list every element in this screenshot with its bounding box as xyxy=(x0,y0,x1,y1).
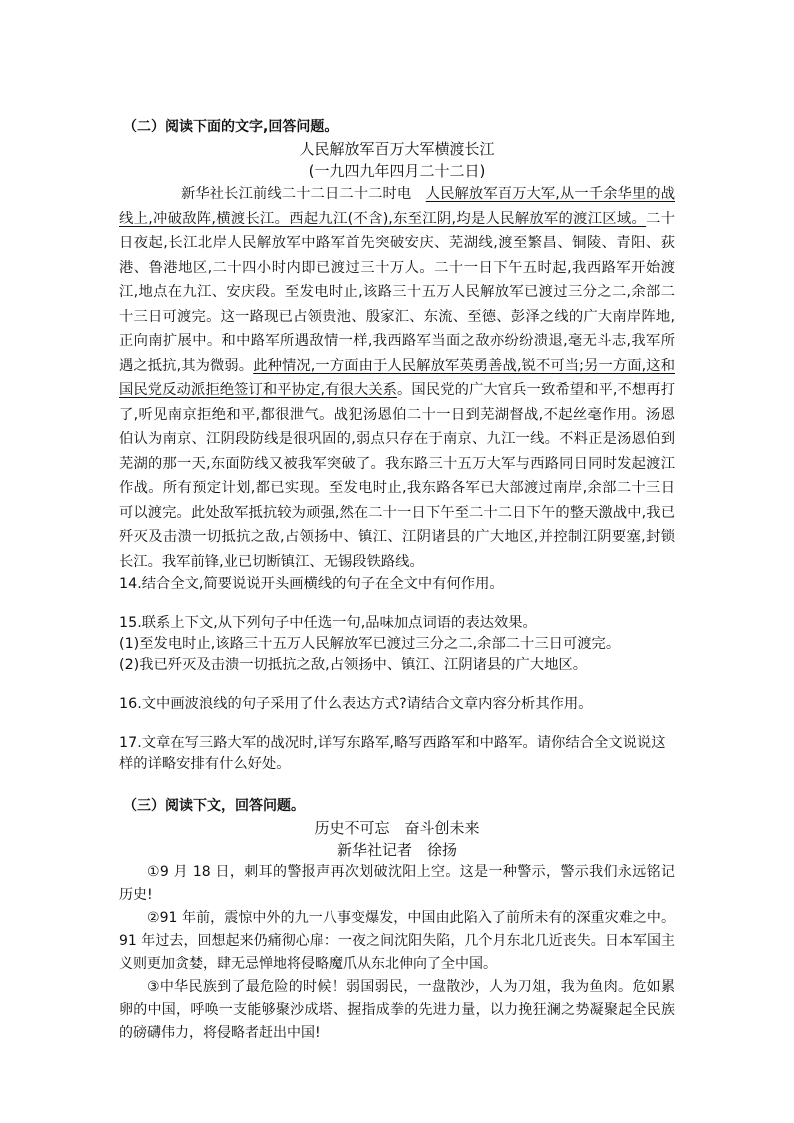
underlined-sentence-1: 人民解放军百万大军,从一千余华里的战线上,冲破敌阵,横渡长江。西起九江(不含),东至江阴,均是人民解放军的渡江区域。 xyxy=(119,186,676,227)
article2-paragraph-3: ③中华民族到了最危险的时候！弱国弱民，一盘散沙，人为刀俎，我为鱼肉。危如累卵的中国，呼唤一支能够聚沙成塔、握指成拳的先进力量，以力挽狂澜之势凝聚起全民族的磅礴伟力，将侵略者赶出中国! xyxy=(119,979,675,1041)
article1-middle: 二十日夜起,长江北岸人民解放军中路军首先突破安庆、芜湖线,渡至繁昌、铜陵、青阳、荻港、鲁港地区,二十四小时内即已渡过三十万人。二十一日下午五时起,我西路军开始渡江,地点在九江、安庆段。至发电时止,该路三十五万人民解放军已渡过三分之二,余部二十三日可渡完。这一路现已占领贵池、殷家汇、东流、至德、彭泽之线的广大南岸阵地,正向南扩展中。和中路军所遇敌情一样,我西路军当面之敌亦纷纷溃退,毫无斗志,我军所遇之抵抗,其为微弱。 xyxy=(119,210,675,374)
document-content xyxy=(119,116,675,1045)
article2-title: 历史不可忘 奋斗创未来 xyxy=(314,819,480,837)
article1-lead: 新华社长江前线二十二日二十二时电 xyxy=(181,186,426,202)
article1-body xyxy=(119,182,675,574)
article2-paragraph-1: ①9 月 18 日，刺耳的警报声再次划破沈阳上空。这是一种警示，警示我们永远铭记历史! xyxy=(119,864,675,903)
article1-date: (一九四九年四月二十二日) xyxy=(308,162,486,180)
question-17: 17.文章在写三路大军的战况时,详写东路军,略写西路军和中路军。请你结合全文说说这样的详略安排有什么好处。 xyxy=(119,735,666,772)
question-15-option-2: (2)我已歼灭及击溃一切抵抗之敌,占领扬中、镇江、江阴诸县的广大地区。 xyxy=(119,657,587,673)
underlined-sentence-2: 此种情况,一方面由于人民解放军英勇善战,锐不可当;另一方面,这和国民党反动派拒绝签订和平协定,有很大关系 xyxy=(119,357,675,398)
article2-byline: 新华社记者 徐扬 xyxy=(336,841,457,859)
question-15: 15.联系上下文,从下列句子中任选一句,品味加点词语的表达效果。 xyxy=(119,615,537,631)
article1-title: 人民解放军百万大军横渡长江 xyxy=(299,140,495,158)
section3-heading: （三）阅读下文，回答问题。 xyxy=(123,798,305,814)
article2-paragraph-2: ②91 年前，震惊中外的九一八事变爆发，中国由此陷入了前所未有的深重灾难之中。91 年过去，回想起来仍痛彻心扉：一夜之间沈阳失陷，几个月东北几近丧失。日本军国主义则更加贪婪，肆无忌惮地将侵略魔爪从东北伸向了全中国。 xyxy=(119,910,675,972)
section2-heading: （二）阅读下面的文字,回答问题。 xyxy=(123,119,339,135)
article1-rest: 。国民党的广大官兵一致希望和平,不想再打了,听见南京拒绝和平,都很泄气。战犯汤恩伯二十一日到芜湖督战,不起丝毫作用。汤恩伯认为南京、江阴段防线是很巩固的,弱点只存在于南京、九江一线。不料正是汤恩伯到芜湖的那一天,东面防线又被我军突破了。我东路三十五万大军与西路同日同时发起渡江作战。所有预定计划,都已实现。至发电时止,我东路各军已大部渡过南岸,余部二十三日可以渡完。此处敌军抵抗较为顽强,然在二十一日下午至二十二日下午的整天激战中,我已歼灭及击溃一切抵抗之敌,占领扬中、镇江、江阴诸县的广大地区,并控制江阴要塞,封锁长江。我军前锋,业已切断镇江、无锡段铁路线。 xyxy=(119,382,675,570)
question-15-option-1: (1)至发电时止,该路三十五万人民解放军已渡过三分之二,余部二十三日可渡完。 xyxy=(119,636,621,652)
question-16: 16.文中画波浪线的句子采用了什么表达方式?请结合文章内容分析其作用。 xyxy=(119,696,593,712)
question-14: 14.结合全文,简要说说开头画横线的句子在全文中有何作用。 xyxy=(119,576,504,592)
